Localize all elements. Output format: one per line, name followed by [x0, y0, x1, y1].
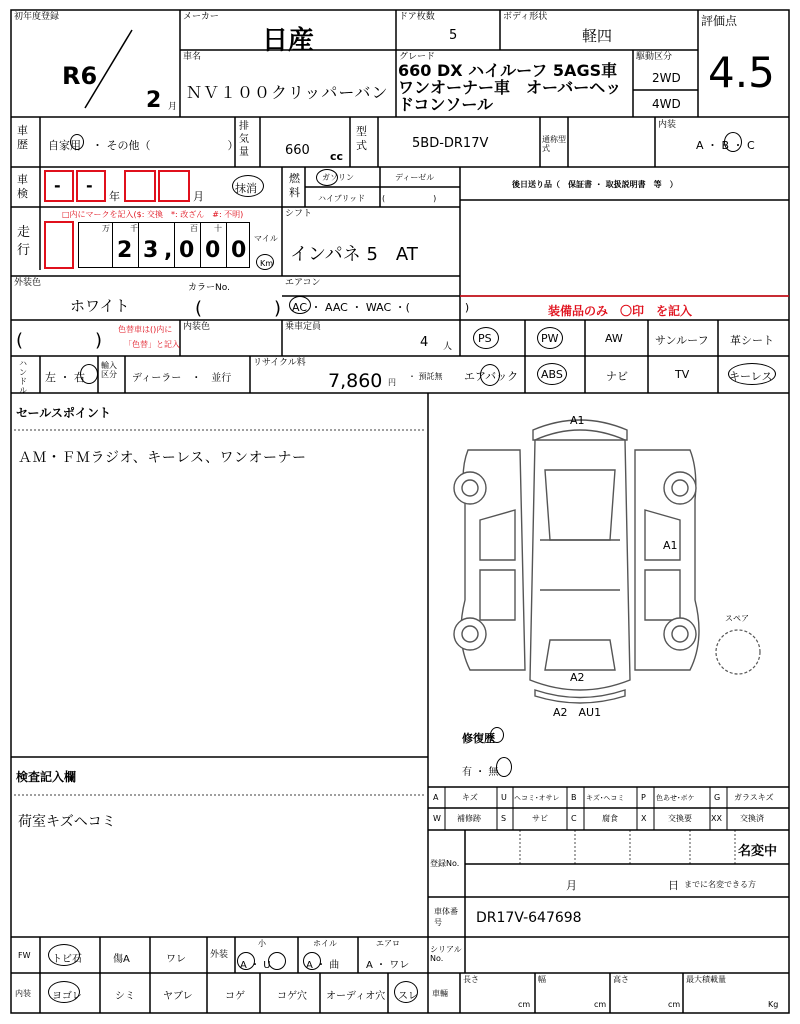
mileage-digit-3: 0	[179, 238, 195, 263]
spare-label: スペア	[725, 614, 749, 623]
fw-label: FW	[18, 951, 31, 960]
legend-a-code: A	[433, 793, 439, 802]
legend-p-text: 色あせ･ボケ	[656, 794, 695, 802]
equip-airbag: エアバック	[464, 370, 519, 383]
capacity-label: 乗車定員	[285, 322, 322, 332]
equip-keyless: キーレス	[729, 370, 773, 383]
legend-b-text: キズ･ヘコミ	[586, 794, 625, 802]
import-label: 輸入区分	[101, 361, 117, 379]
year-unit: 年	[109, 190, 120, 203]
ext-color-value: ホワイト	[70, 297, 130, 315]
equip-pw: PW	[541, 332, 559, 345]
score-value: 4.5	[708, 48, 775, 97]
damage-a1-side: A1	[663, 539, 678, 552]
handle-label: ハンドル	[19, 359, 27, 395]
mileage-digit-1: 2	[117, 238, 133, 263]
fw-crack: ワレ	[166, 954, 186, 965]
small-value: A ・ U	[240, 960, 271, 971]
handle-value: 左 ・ 右	[45, 371, 85, 384]
legend-c-code: C	[571, 814, 577, 823]
cc-unit: cc	[330, 150, 344, 163]
mileage-digit-2: 3	[143, 238, 159, 263]
equip-navi: ナビ	[606, 370, 628, 383]
ac-value: AC ・ AAC ・ WAC ・( )	[292, 301, 470, 314]
damage-a1-top: A1	[570, 414, 585, 427]
mark-note-2: 「色替」と記入	[124, 340, 180, 349]
repair-label-mark	[490, 727, 504, 743]
mileage-km: Km	[260, 259, 274, 268]
legend-g-text: ガラスキズ	[734, 793, 774, 802]
legend-c-text: 腐食	[602, 814, 618, 823]
recycle-value: 7,860	[328, 370, 383, 392]
equipment-title: 装備品のみ 〇印 を記入	[548, 304, 693, 318]
recycle-label: リサイクル料	[253, 358, 306, 368]
inspection-dash-2: -	[86, 176, 93, 195]
int-audio-hole: オーディオ穴	[326, 991, 386, 1002]
inspection-notes-text: 荷室キズヘコミ	[18, 814, 116, 830]
first-reg-year: R6	[62, 62, 98, 90]
body-value: 軽四	[582, 27, 613, 45]
mileage-note: □内にマークを記入($: 交換 *: 改ざん #: 不明)	[62, 210, 244, 219]
int-dirt: ヨゴレ	[52, 991, 82, 1002]
recycle-deposit: ・ 預託無	[408, 372, 443, 381]
legend-w-code: W	[433, 814, 441, 823]
max-load-kg: Kg	[768, 1000, 779, 1009]
mileage-label: 走行	[17, 225, 31, 258]
legend-xx-code: XX	[711, 814, 722, 823]
history-label: 車歴	[17, 124, 28, 151]
equip-abs: ABS	[541, 368, 563, 381]
width-label: 幅	[538, 975, 546, 984]
int-stain: シミ	[115, 991, 135, 1002]
first-reg-label: 初年度登録	[14, 12, 60, 22]
wheel-label: ホイル	[313, 939, 337, 948]
legend-u-code: U	[501, 793, 507, 802]
height-label: 高さ	[613, 975, 629, 984]
grade-value: 660 DX ハイルーフ 5AGS車 ワンオーナー車 オーバーヘッドコンソール	[398, 62, 622, 114]
expired-value: 抹消	[235, 182, 257, 195]
small-u-check-mark	[268, 952, 286, 970]
capacity-unit: 人	[443, 342, 453, 352]
equip-ps: PS	[478, 332, 492, 345]
displacement-label: 排気量	[239, 121, 249, 158]
name-label: 車名	[183, 52, 202, 62]
damage-a2-au1: A2 AU1	[553, 706, 602, 719]
sales-label: セールスポイント	[16, 406, 111, 420]
inspection-dash-1: -	[54, 176, 61, 195]
legend-x-code: X	[641, 814, 647, 823]
mileage-hyaku: 百	[190, 224, 198, 233]
legend-xx-text: 交換済	[740, 814, 764, 823]
recycle-yen: 円	[388, 378, 396, 387]
mileage-digit-4: 0	[205, 238, 221, 263]
ext-label: 外装	[210, 950, 229, 960]
legend-s-text: サビ	[532, 814, 548, 823]
registration-label: 登録No.	[430, 859, 460, 868]
registration-deadline: までに名変できる方	[684, 880, 756, 889]
max-load-label: 最大積載量	[686, 975, 726, 984]
inspection-notes-label: 検査記入欄	[16, 770, 77, 784]
later-items-label: 後日送り品（ 保証書 ・ 取扱説明書 等 ）	[512, 180, 678, 189]
mileage-digit-5: 0	[231, 238, 247, 263]
fuel-gasoline: ガソリン	[322, 173, 354, 182]
mark-note-1: 色替車は()内に	[118, 325, 173, 334]
color-no-label: カラーNo.	[188, 283, 230, 293]
first-reg-month: 2	[146, 88, 162, 113]
fuel-diesel: ディーゼル	[395, 173, 435, 182]
equip-aw: AW	[605, 332, 623, 345]
equip-leather: 革シート	[730, 334, 774, 347]
interior-label: 内装	[658, 120, 677, 130]
serial-label: シリアルNo.	[430, 945, 462, 963]
interior-grade: A ・ B ・ C	[696, 139, 755, 152]
capacity-value: 4	[420, 335, 429, 350]
legend-s-code: S	[501, 814, 507, 823]
int-burn: コゲ	[225, 991, 245, 1002]
maker-value: 日産	[262, 26, 315, 56]
name-value: ＮＶ１００クリッパーバン	[186, 83, 389, 102]
mileage-comma: ,	[164, 238, 173, 263]
grade-label: グレード	[399, 52, 436, 62]
drive-label: 駆動区分	[636, 52, 673, 62]
repair-label: 修復歴	[462, 732, 495, 745]
chassis-label: 車体番号	[434, 907, 458, 927]
shift-label: シフト	[285, 209, 313, 219]
int-burn-hole: コゲ穴	[277, 991, 307, 1002]
legend-w-text: 補修跡	[457, 814, 481, 823]
fuel-label: 燃料	[289, 172, 300, 199]
wheel-value: A ・ 曲	[306, 960, 340, 971]
int-label: 内装	[15, 989, 31, 998]
repair-value: 有 ・ 無	[462, 767, 499, 778]
drive-2wd: 2WD	[652, 71, 681, 85]
size-label: 車輛	[432, 989, 448, 998]
length-cm: cm	[518, 1000, 531, 1009]
legend-u-text: ヘコミ･オサレ	[514, 794, 560, 802]
ext-color-label: 外装色	[14, 278, 42, 288]
legend-a-text: キズ	[462, 793, 478, 802]
mileage-man: 万	[102, 224, 110, 233]
inspection-label: 車検	[17, 173, 28, 200]
dirt-check-mark	[48, 981, 80, 1003]
shift-value: インパネ 5 AT	[290, 244, 418, 265]
registration-month: 月	[566, 879, 577, 892]
mileage-mile: マイル	[254, 234, 278, 243]
small-label: 小	[258, 939, 266, 948]
length-label: 長さ	[463, 975, 479, 984]
legend-b-code: B	[571, 793, 577, 802]
int-color-label: 内装色	[183, 322, 211, 332]
fw-scratch: 傷A	[113, 954, 130, 965]
legend-p-code: P	[641, 793, 646, 802]
mileage-sen: 千	[130, 224, 138, 233]
common-model-label: 通称型式	[542, 135, 566, 153]
registration-day: 日	[668, 879, 679, 892]
month-unit: 月	[168, 102, 178, 112]
repair-none-check-mark	[496, 757, 512, 777]
height-cm: cm	[668, 1000, 681, 1009]
int-color-paren: ( )	[16, 330, 103, 351]
sales-text: ＡＭ・ＦＭラジオ、キーレス、ワンオーナー	[18, 450, 307, 466]
import-value: ディーラー ・ 並行	[132, 373, 232, 384]
chassis-value: DR17V-647698	[476, 910, 582, 926]
int-wear: スレ	[398, 991, 418, 1002]
fw-chip: トビ石	[52, 954, 82, 965]
ac-label: エアコン	[285, 278, 321, 288]
legend-g-code: G	[714, 793, 721, 802]
fuel-other: ( )	[382, 194, 437, 203]
color-no-value: ( )	[195, 298, 282, 319]
doors-value: 5	[449, 28, 458, 43]
displacement-value: 660	[285, 143, 310, 158]
doors-label: ドア枚数	[399, 12, 435, 22]
model-label: 型式	[356, 125, 367, 152]
maker-label: メーカー	[183, 12, 219, 22]
wheel-check-mark	[303, 952, 321, 970]
fuel-hybrid: ハイブリッド	[318, 194, 366, 203]
width-cm: cm	[594, 1000, 607, 1009]
equip-tv: TV	[675, 368, 690, 381]
registration-meihen: 名変中	[738, 844, 778, 859]
month-unit-2: 月	[193, 190, 204, 203]
aero-label: エアロ	[376, 939, 400, 948]
legend-x-text: 交換要	[668, 814, 692, 823]
model-value: 5BD-DR17V	[412, 136, 489, 151]
chip-check-mark	[48, 944, 80, 966]
body-label: ボディ形状	[503, 12, 548, 22]
score-label: 評価点	[701, 14, 738, 28]
damage-a2-rear: A2	[570, 671, 585, 684]
int-tear: ヤブレ	[163, 991, 193, 1002]
drive-4wd: 4WD	[652, 97, 681, 111]
aero-value: A ・ ワレ	[366, 960, 410, 971]
small-a-check-mark	[237, 952, 255, 970]
usage-value: 自家用 ・ その他（ ）	[48, 139, 239, 152]
mileage-juu: 十	[214, 224, 222, 233]
wear-check-mark	[394, 981, 418, 1003]
equip-sunroof: サンルーフ	[655, 334, 709, 347]
